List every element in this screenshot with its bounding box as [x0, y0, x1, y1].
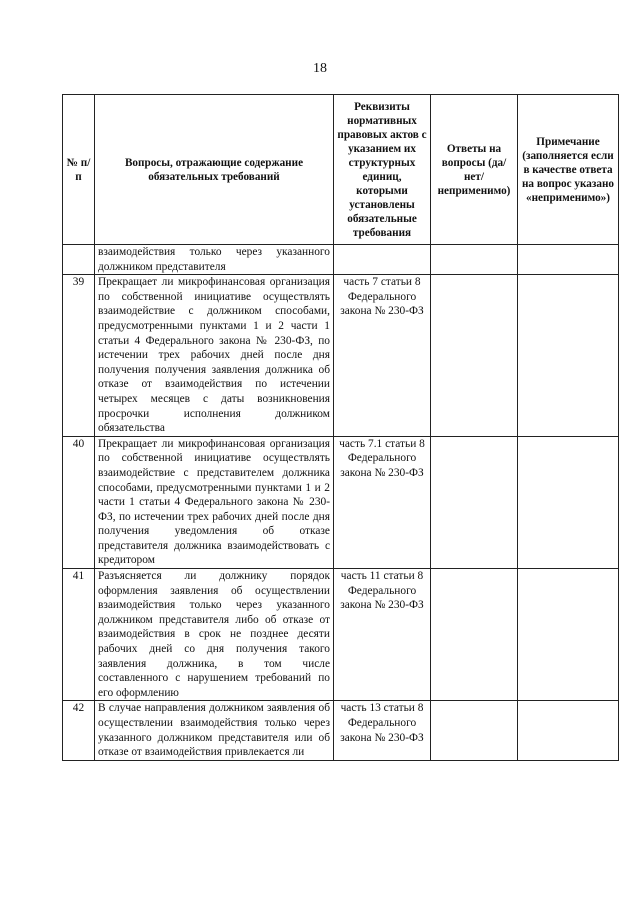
row-note [518, 436, 619, 568]
row-reference: часть 7 статьи 8 Федерального закона № 230-ФЗ [334, 275, 431, 437]
row-answer [431, 701, 518, 760]
row-note [518, 701, 619, 760]
table-row [63, 701, 619, 760]
table-header-row [63, 95, 619, 245]
table-row [63, 275, 619, 437]
row-question: Разъясняется ли должнику порядок оформления заявления об осуществлении взаимодействия только через указанного должником представителя либо об отказе от взаимодействия в срок не позднее десяти рабочих дней со дня получения такого заявления должника, в том числе составленного с нарушением требований по его оформлению [95, 569, 334, 701]
row-question: Прекращает ли микрофинансовая организация по собственной инициативе осуществлять взаимодействие с представителем должника способами, предусмотренными пунктами 1 и 2 части 1 статьи 4 Федерального закона № 230-ФЗ, по истечении трех рабочих дней после дня получения уведомления об отказе представителя должника взаимодействовать с кредитором [95, 436, 334, 568]
row-number: 41 [63, 569, 95, 701]
row-question: Прекращает ли микрофинансовая организация по собственной инициативе осуществлять взаимодействие с должником способами, предусмотренными пунктами 1 и 2 части 1 статьи 4 Федерального закона № 230-ФЗ, по истечении трех рабочих дней после дня получения получения заявления должника об отказе от взаимодействия по истечении четырех месяцев с даты возникновения просрочки исполнения должником обязательства [95, 275, 334, 437]
header-question: Вопросы, отражающие содержание обязательных требований [95, 95, 334, 245]
row-answer [431, 436, 518, 568]
row-number [63, 245, 95, 275]
row-number: 42 [63, 701, 95, 760]
header-requisites: Реквизиты нормативных правовых актов с указанием их структурных единиц, которыми установлены обязательные требования [334, 95, 431, 245]
row-number: 39 [63, 275, 95, 437]
row-reference [334, 245, 431, 275]
row-question: взаимодействия только через указанного должником представителя [95, 245, 334, 275]
row-note [518, 275, 619, 437]
requirements-table [62, 94, 619, 761]
row-reference: часть 11 статьи 8 Федерального закона № 230-ФЗ [334, 569, 431, 701]
row-number: 40 [63, 436, 95, 568]
row-reference: часть 7.1 статьи 8 Федерального закона № 230-ФЗ [334, 436, 431, 568]
page-number: 18 [313, 61, 327, 76]
row-reference: часть 13 статьи 8 Федерального закона № 230-ФЗ [334, 701, 431, 760]
header-note: Примечание (заполняется если в качестве ответа на вопрос указано «неприменимо») [518, 95, 619, 245]
row-answer [431, 245, 518, 275]
table-row [63, 245, 619, 275]
header-answers: Ответы на вопросы (да/нет/ неприменимо) [431, 95, 518, 245]
row-note [518, 245, 619, 275]
row-question: В случае направления должником заявления об осуществлении взаимодействия только через указанного должником представителя или об отказе от взаимодействия привлекается ли [95, 701, 334, 760]
table-row [63, 436, 619, 568]
row-answer [431, 275, 518, 437]
table-row [63, 569, 619, 701]
row-answer [431, 569, 518, 701]
header-num: № п/п [63, 95, 95, 245]
row-note [518, 569, 619, 701]
